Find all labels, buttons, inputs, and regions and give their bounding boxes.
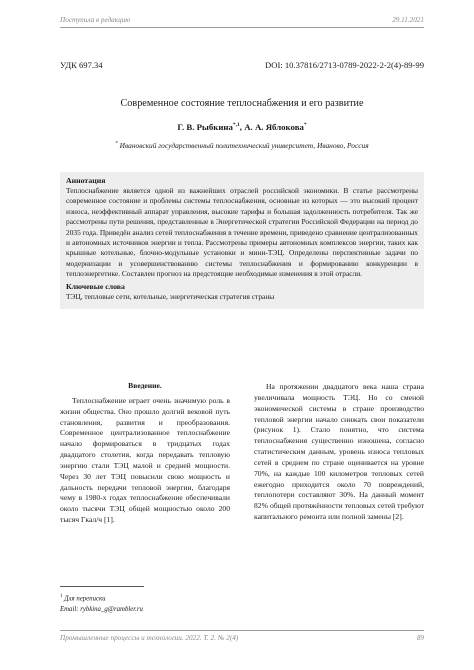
author-line bbox=[60, 122, 424, 132]
abstract-heading: Аннотация bbox=[66, 176, 106, 185]
article-identifiers bbox=[60, 60, 424, 70]
affiliation-mark: * bbox=[115, 141, 118, 147]
footnote bbox=[60, 592, 260, 615]
keywords-text: ТЭЦ, тепловые сети, котельные, энергетическая стратегия страны bbox=[66, 291, 275, 301]
abstract-text: Теплоснабжение является одной из важнейших отраслей российской экономики. В статье рассмотрены современное состояние и проблемы системы теплоснабжения, основные из которых — это высокий процент износа, неэффективный аппарат управления, высокие тарифы и большая задолженность потребителя. Так же рассмотрены пути решения, представленные в Энергетической стратегии Российской Федерации на период до 2035 года. Приведён анализ сетей теплоснабжения в течение времени, приведено сравнение централизованных и автономных источников энергии и тепла. Рассмотрены примеры автономных комплексов энергии, таких как крышные котельные, блочно-модульные установки и мини-ТЭЦ. Определены перспективные задачи по модернизации и усовершенствованию системы теплоснабжения и формированию конкуренции в теплоэнергетике. Составлен прогноз на предстоящие необходимые изменения в этой отрасли. bbox=[66, 186, 418, 279]
article-title: Современное состояние теплоснабжения и его развитие bbox=[120, 98, 364, 109]
body-paragraph: На протяжении двадцатого века наша страна увеличивала мощность ТЭЦ. Но со сменой экономической системы в стране производство тепловой энергии начало снижать свои показатели (рисунок 1). Стало понятно, что система теплоснабжения существенно изношена, согласно статистическим данным, уровень износа тепловых сетей в среднем по стране оценивается на уровне 70%, на каждые 100 километров тепловых сетей ежегодно приходится около 70 повреждений, теплопотери составляют 30%. На данный момент 82% общей протяжённости тепловых сетей требуют капитального ремонта или полной замены [2]. bbox=[254, 382, 424, 522]
keywords-heading: Ключевые слова bbox=[66, 281, 125, 291]
author-separator: , bbox=[239, 122, 245, 132]
doi-link[interactable]: DOI: 10.37816/2713-0789-2022-2-2(4)-89-99 bbox=[265, 60, 424, 70]
footnote-label: Для переписки bbox=[64, 595, 106, 603]
page-footer bbox=[60, 630, 424, 642]
udc-code: УДК 697.34 bbox=[60, 60, 103, 70]
footnote-label-line bbox=[60, 592, 260, 605]
contact-email[interactable]: Email: rybkina_g@rambler.ru bbox=[60, 605, 143, 613]
left-column bbox=[60, 381, 230, 526]
abstract-box bbox=[60, 172, 424, 309]
footnote-mark: 1 bbox=[60, 594, 63, 599]
author-mark: * bbox=[303, 122, 307, 129]
right-column bbox=[254, 382, 424, 523]
affiliation bbox=[60, 141, 424, 150]
page-number: 89 bbox=[416, 634, 424, 642]
journal-citation: Промышленные процессы и технологии. 2022. Т. 2. № 2(4) bbox=[60, 634, 239, 642]
footnote-divider bbox=[60, 586, 144, 587]
body-paragraph: Теплоснабжение играет очень значимую роль в жизни общества. Оно прошло долгий вековой путь становления, развития и преобразования. Современное централизованное теплоснабжение начало формироваться в тридцатых годах двадцатого столетия, когда передавать тепловую энергию стали ТЭЦ малой и средней мощности. Через 30 лет ТЭЦ повысили свою мощность и дальность передачи тепловой энергии, благодаря чему в 1980-х годах теплоснабжение обеспечивали около тысячи ТЭЦ общей мощностью около 200 тысяч Гкал/ч [1]. bbox=[60, 395, 230, 525]
section-heading: Введение. bbox=[128, 381, 162, 390]
author-name: А. А. Яблокова bbox=[244, 122, 304, 132]
affiliation-text: Ивановский государственный политехнический университет, Иваново, Россия bbox=[119, 141, 369, 150]
running-header bbox=[60, 16, 424, 28]
author-name: Г. В. Рыбкина bbox=[177, 122, 233, 132]
received-label: Поступила в редакцию bbox=[60, 16, 131, 24]
received-date: 29.11.2021 bbox=[392, 16, 424, 24]
author-mark: *,1 bbox=[232, 122, 240, 129]
